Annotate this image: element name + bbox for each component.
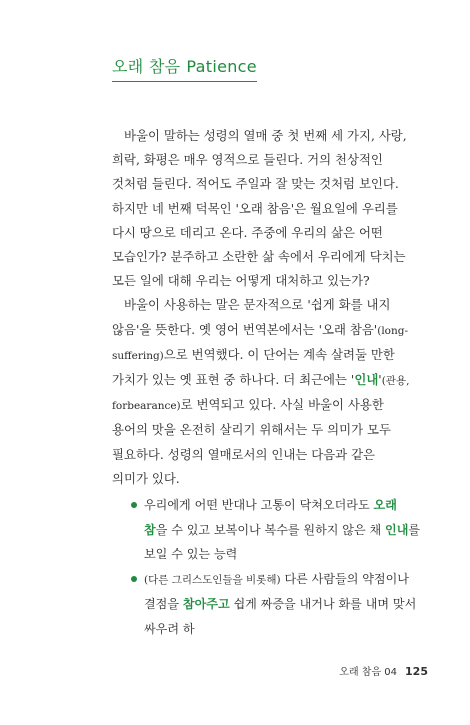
bullet-1-text-b: 을 수 있고 보복이나 복수를 원하지 않은 채 — [155, 522, 386, 537]
heading-english: Patience — [186, 57, 257, 76]
paragraph-2-part-b: 으로 번역했다. 이 단어는 계속 살려둘 만한 가치가 있는 옛 표현 중 하나다. 더 최근에는 ' — [112, 346, 395, 388]
bullet-2-text-b: 쉽게 짜증을 내거나 화를 내며 맞서 싸우려 하 — [144, 597, 417, 636]
bullet-dot-icon — [131, 576, 137, 582]
bullet-item-1 — [132, 493, 422, 567]
bullet-2-parenthetical: (다른 그리스도인들을 비롯해) — [144, 573, 281, 586]
emphasis-patience-word: 인내 — [354, 372, 379, 388]
paragraph-2-part-d: 로 번역되고 있다. 사실 바울이 사용한 용어의 맛을 온전히 살리기 위해서는 두 의미가 모두 필요하다. 성령의 열매로서의 인내는 다음과 같은 의미가 있다. — [112, 397, 391, 486]
heading-korean: 오래 참음 — [112, 57, 181, 76]
bullet-2-text-a: 다른 사람들의 약점이나 결점을 — [144, 571, 409, 612]
bullet-dot-icon — [131, 502, 137, 508]
bullet-list — [132, 493, 422, 642]
paragraph-1: 바울이 말하는 성령의 열매 중 첫 번째 세 가지, 사랑, 희락, 화평은 매우 영적으로 들린다. 거의 천상적인 것처럼 들린다. 적어도 주일과 잘 맞는 것처럼 보인다. 하지만 네 번째 덕목인 '오래 참음'은 월요일에 우리를 다시 땅으로 데리고 온다. 주중에 우리의 삶은 어떤 모습인가? 분주하고 소란한 삶 속에서 우리에게 닥치는 모든 일에 대해 우리는 어떻게 대처하고 있는가? — [112, 128, 407, 289]
chapter-label: 오래 참음 04 — [339, 667, 398, 678]
bullet-2-emphasis-bear-with: 참아주고 — [182, 597, 230, 612]
bullet-1-text-a: 우리에게 어떤 반대나 고통이 닥쳐오더라도 — [144, 498, 374, 512]
bullet-1-text-c: 를 보일 수 있는 능력 — [144, 522, 421, 562]
bullet-item-2 — [132, 567, 422, 642]
paragraph-2-part-c: ' — [378, 372, 382, 388]
paragraph-2 — [112, 293, 412, 491]
paragraph-2-part-a: 바울이 사용하는 말은 문자적으로 '쉽게 화를 내지 않음'을 뜻한다. 옛 영어 번역본에서는 '오래 참음' — [112, 297, 391, 337]
bullet-1-emphasis-endure: 오래 참 — [144, 498, 397, 537]
paragraph-2-english-gloss: (long-suffering) — [112, 324, 409, 362]
page-footer — [339, 663, 428, 678]
body-text — [112, 124, 412, 491]
bullet-1-emphasis-patience: 인내 — [385, 522, 409, 537]
section-heading — [112, 54, 257, 82]
page-number: 125 — [405, 665, 428, 678]
paragraph-2-forbearance-gloss: (관용, forbearance) — [112, 375, 410, 413]
